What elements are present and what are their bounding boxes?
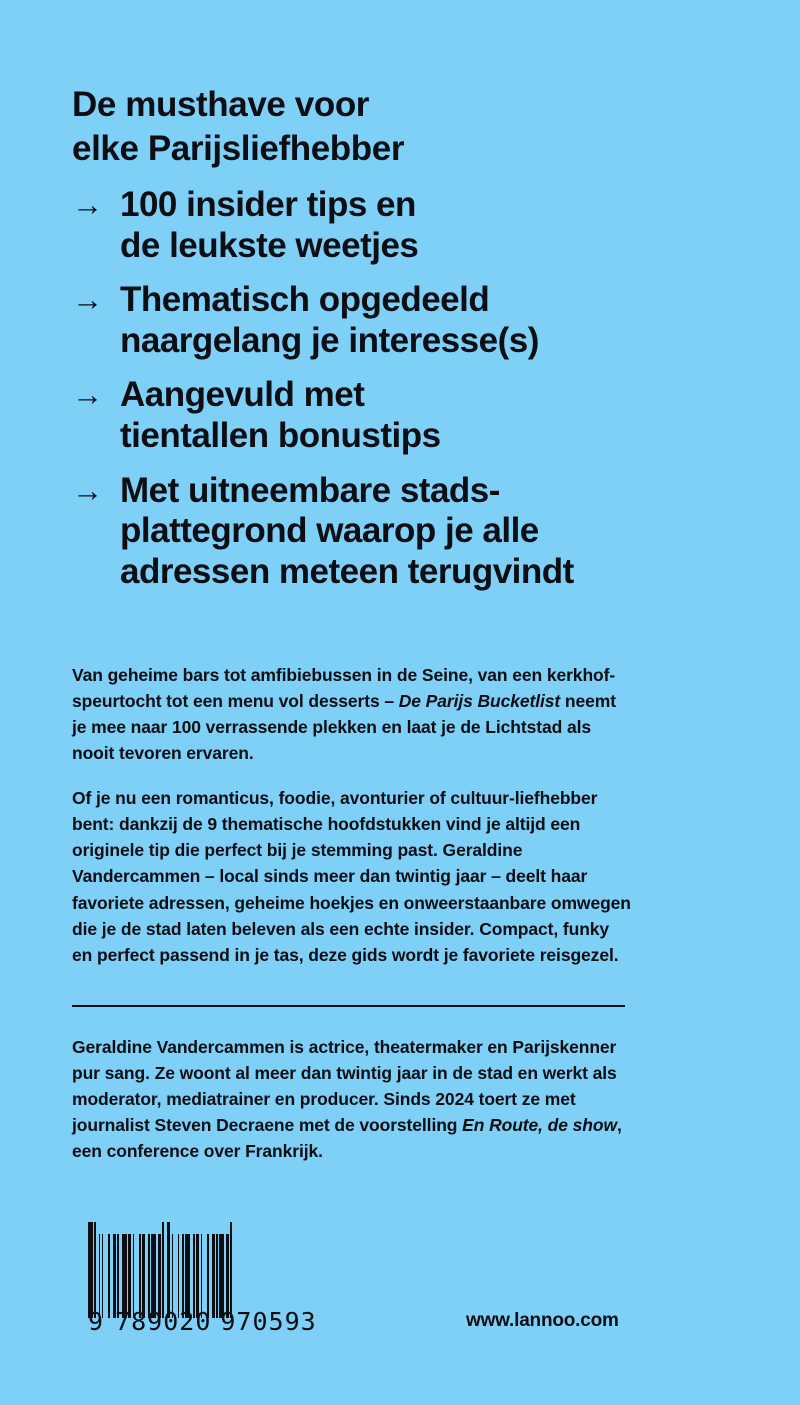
section-divider bbox=[72, 1005, 625, 1007]
barcode-space bbox=[232, 1222, 235, 1318]
headline-line-1: De musthave voor bbox=[72, 85, 370, 125]
show-title-italic: En Route, de show bbox=[462, 1115, 617, 1136]
isbn-barcode bbox=[88, 1222, 324, 1336]
feature-line: 100 insider tips en bbox=[120, 185, 416, 224]
feature-list-item bbox=[72, 375, 752, 456]
page-title bbox=[72, 83, 722, 171]
feature-list-item bbox=[72, 471, 752, 593]
arrow-right-icon: → bbox=[72, 472, 103, 508]
feature-list-item bbox=[72, 280, 752, 361]
arrow-right-icon: → bbox=[72, 377, 103, 413]
author-name: Geraldine Vandercammen bbox=[72, 1037, 285, 1057]
description-paragraph-1 bbox=[72, 662, 632, 766]
feature-list-item-label bbox=[120, 185, 752, 266]
feature-line: tientallen bonustips bbox=[120, 415, 441, 455]
barcode-bars bbox=[88, 1222, 324, 1318]
feature-line: Met uitneembare stads- bbox=[120, 470, 500, 510]
isbn-group-1: 789020 bbox=[115, 1307, 212, 1336]
feature-list-item bbox=[72, 185, 752, 266]
arrow-right-icon: → bbox=[72, 282, 103, 318]
feature-list bbox=[72, 185, 752, 592]
book-title-italic: De Parijs Bucketlist bbox=[398, 691, 561, 712]
desc-p1-part1: Van geheime bars tot amfibiebussen in de Seine, van een kerkhof-speurtocht tot een menu vol desserts – bbox=[72, 665, 616, 712]
headline-line-2: elke Parijsliefhebber bbox=[72, 129, 405, 169]
feature-line: plattegrond waarop je alle bbox=[120, 511, 539, 551]
isbn-group-2: 970593 bbox=[220, 1307, 317, 1336]
desc-p1-part2: neemt je mee naar 100 verrassende plekken en laat je de Lichtstad als nooit tevoren ervaren. bbox=[72, 691, 616, 764]
feature-line: de leukste weetjes bbox=[120, 225, 419, 265]
feature-line: Thematisch opgedeeld bbox=[120, 280, 490, 320]
arrow-right-icon: → bbox=[72, 187, 103, 222]
feature-line: naargelang je interesse(s) bbox=[120, 320, 539, 360]
feature-line: Aangevuld met bbox=[120, 375, 365, 415]
feature-list-item-label bbox=[120, 471, 752, 593]
feature-line: adressen meteen terugvindt bbox=[120, 551, 574, 591]
isbn-number bbox=[88, 1307, 324, 1336]
publisher-website: www.lannoo.com bbox=[466, 1310, 619, 1331]
feature-list-item-label bbox=[120, 280, 752, 361]
bio-text-part-2: , een conference over Frankrijk. bbox=[72, 1115, 622, 1162]
bio-text-part-1: is actrice, theatermaker en Parijskenner pur sang. Ze woont al meer dan twintig jaar in de stad en werkt als moderator, mediatrainer en producer. Sinds 2024 toert ze met journalist Steven Decraene met de voorstelling bbox=[72, 1037, 617, 1136]
description-paragraph-2: Of je nu een romanticus, foodie, avonturier of cultuur-liefhebber bent: dankzij de 9 thematische hoofdstukken vind je altijd een originele tip die perfect bij je stemming past. Geraldine Vandercammen – local sinds meer dan twintig jaar – deelt haar favoriete adressen, geheime hoekjes en onweerstaanbare omwegen die je de stad laten beleven als een echte insider. Compact, funky en perfect passend in je tas, deze gids wordt je favoriete reisgezel. bbox=[72, 788, 631, 965]
isbn-lead-digit: 9 bbox=[88, 1307, 105, 1336]
feature-list-item-label bbox=[120, 375, 752, 456]
author-bio bbox=[72, 1034, 632, 1164]
description-text bbox=[72, 662, 632, 968]
